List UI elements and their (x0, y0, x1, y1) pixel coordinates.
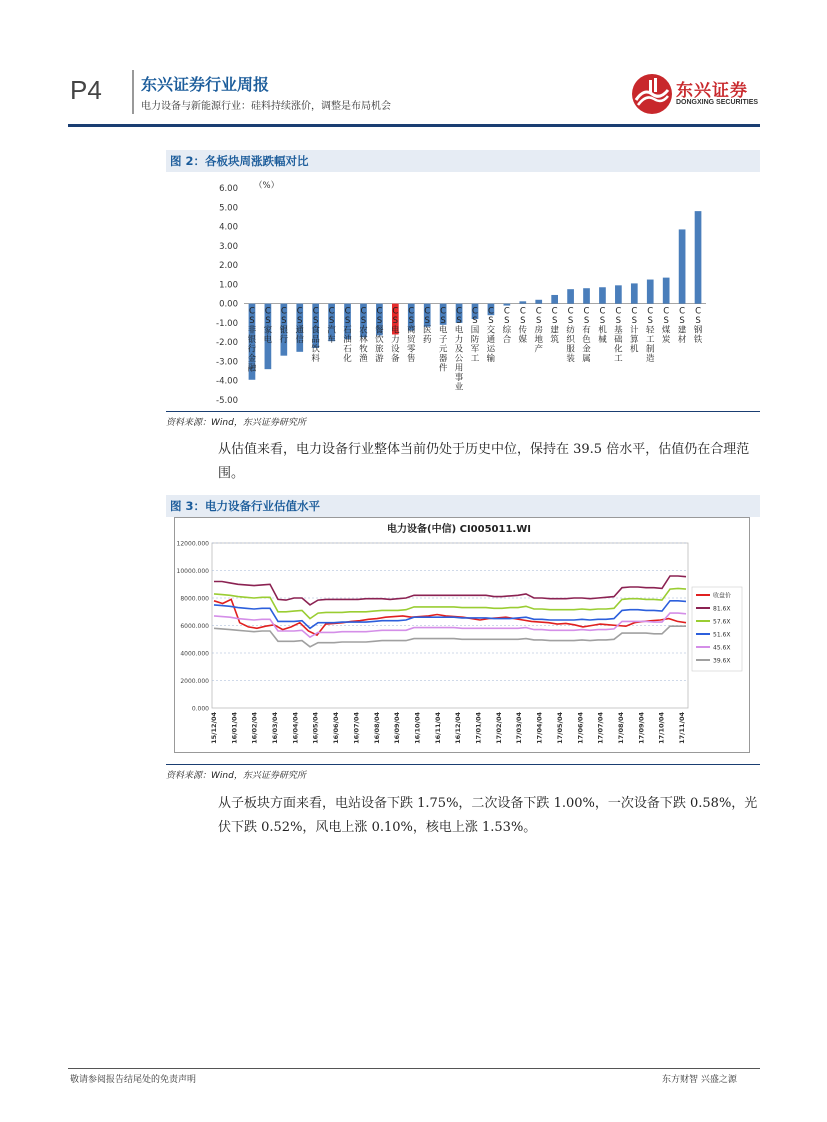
dongxing-logo-icon (630, 72, 674, 116)
bar-category-label: C S 房地产 (534, 306, 543, 355)
fig3-source: 资料来源：Wind，东兴证券研究所 (166, 771, 306, 781)
bar-category-label: C S 轻工制造 (645, 306, 655, 365)
line-x-tick-label: 17/07/04 (596, 712, 605, 744)
line-x-tick-label: 17/10/04 (657, 712, 666, 744)
line-x-tick-label: 17/02/04 (494, 712, 503, 744)
bar-category-label: C S 建筑 (550, 306, 559, 346)
line-y-tick-label: 6000.000 (180, 623, 209, 630)
bar-category-label: C S 煤炭 (661, 306, 671, 346)
legend-label-1: 81.6X (713, 605, 731, 613)
bar-22 (599, 287, 606, 303)
line-y-tick-label: 12000.000 (176, 540, 209, 548)
bar-28 (695, 211, 702, 304)
bar-17 (519, 301, 526, 303)
line-y-tick-label: 0.000 (191, 705, 209, 713)
bar-20 (567, 289, 574, 303)
bar-category-label: C S 汽车 (327, 306, 336, 346)
bar-category-label: C S 电力及公用事业 (454, 306, 464, 393)
bar-y-tick-label: -2.00 (216, 338, 238, 349)
legend-label-3: 51.6X (713, 631, 731, 639)
bar-26 (663, 278, 670, 304)
line-x-tick-label: 17/06/04 (576, 712, 585, 744)
line-x-tick-label: 16/02/04 (250, 712, 259, 744)
sub-sector-paragraph: 从子板块方面来看，电站设备下跌 1.75%，二次设备下跌 1.00%，一次设备下跌 0.58%，光伏下跌 0.52%，风电上涨 0.10%，核电上涨 1.53%。 (218, 796, 758, 835)
line-x-tick-label: 16/04/04 (291, 712, 300, 744)
bar-category-label: C S 通信 (295, 306, 305, 346)
bar-category-label: C S 计算机 (630, 306, 639, 355)
bar-category-label: C S 石油石化 (343, 306, 352, 365)
logo-text-cn: 东兴证券 (676, 81, 748, 101)
line-x-tick-label: 16/06/04 (332, 712, 341, 744)
line-x-tick-label: 16/05/04 (311, 712, 320, 744)
footer-slogan: 东方财智 兴盛之源 (662, 1075, 737, 1085)
bar-y-tick-label: 6.00 (219, 184, 238, 194)
line-x-tick-label: 16/10/04 (413, 712, 422, 744)
line-y-tick-label: 8000.000 (180, 595, 209, 603)
page-number: P4 (70, 75, 102, 105)
bar-y-tick-label: -5.00 (216, 396, 238, 406)
bar-category-label: C S 综合 (502, 306, 512, 346)
bar-category-label: C S 农林牧渔 (359, 306, 368, 365)
logo-text-en: DONGXING SECURITIES (676, 99, 759, 106)
header-divider (132, 70, 134, 114)
legend-label-5: 39.6X (713, 657, 731, 665)
bar-category-label: C S 有色金属 (582, 306, 591, 365)
bar-27 (679, 229, 686, 303)
header-rule (68, 124, 760, 127)
bar-19 (551, 295, 558, 304)
valuation-band-line-chart (174, 517, 750, 753)
bar-category-label: C S 非银行金融 (247, 306, 257, 374)
bar-category-label: C S 钢铁 (693, 306, 703, 346)
bar-category-label: C S 商贸零售 (407, 306, 416, 365)
line-x-tick-label: 16/01/04 (230, 712, 239, 744)
bar-category-label: C S 传媒 (518, 306, 528, 346)
footer-rule (68, 1068, 760, 1069)
line-x-tick-label: 16/09/04 (393, 712, 402, 744)
bar-category-label: C S 纺织服装 (566, 306, 575, 365)
line-x-tick-label: 17/09/04 (637, 712, 646, 744)
bar-y-tick-label: 3.00 (219, 241, 238, 252)
bar-category-label: C S 电力设备 (391, 306, 400, 365)
line-x-tick-label: 17/05/04 (555, 712, 564, 744)
bar-unit-label: （%） (254, 181, 280, 191)
fig3-source-rule (166, 764, 760, 765)
line-x-tick-label: 16/12/04 (454, 712, 463, 744)
bar-y-tick-label: 1.00 (219, 280, 238, 291)
line-x-tick-label: 17/11/04 (678, 712, 686, 744)
fig2-source: 资料来源：Wind，东兴证券研究所 (166, 418, 306, 428)
bar-16 (504, 304, 511, 306)
bar-y-tick-label: 4.00 (219, 222, 238, 233)
bar-category-label: C S 银行 (279, 306, 289, 346)
bar-y-tick-label: 2.00 (219, 261, 238, 272)
line-x-tick-label: 16/08/04 (372, 712, 381, 744)
sector-return-bar-chart (166, 174, 760, 410)
bar-y-tick-label: 5.00 (219, 203, 238, 214)
line-x-tick-label: 16/03/04 (271, 712, 280, 744)
legend-label-2: 57.6X (713, 618, 731, 626)
line-y-tick-label: 10000.000 (176, 568, 209, 575)
bar-23 (615, 285, 622, 303)
fig3-title: 图 3：电力设备行业估值水平 (170, 499, 321, 513)
bar-category-label: C S 国防军工 (470, 306, 480, 365)
fig2-source-rule (166, 411, 760, 412)
bar-21 (583, 288, 590, 303)
fig2-title: 图 2：各板块周涨跌幅对比 (170, 154, 309, 168)
bar-category-label: C S 餐饮旅游 (375, 306, 384, 365)
report-title: 东兴证券行业周报 (141, 75, 270, 94)
bar-category-label: C S 电子元器件 (438, 306, 448, 374)
line-x-tick-label: 16/11/04 (433, 712, 442, 744)
bar-y-tick-label: -4.00 (216, 376, 238, 387)
bar-25 (647, 280, 654, 304)
legend-label-4: 45.6X (713, 644, 731, 652)
fig3-title-bar (166, 495, 760, 517)
bar-24 (631, 283, 638, 303)
line-y-tick-label: 2000.000 (180, 678, 209, 685)
fig2-title-bar (166, 150, 760, 172)
bar-y-tick-label: -3.00 (216, 357, 238, 368)
valuation-paragraph: 从估值来看，电力设备行业整体当前仍处于历史中位，保持在 39.5 倍水平，估值仍在合理范围。 (218, 442, 750, 481)
bar-y-tick-label: 0.00 (219, 299, 238, 310)
bar-category-label: C S 医药 (422, 306, 432, 346)
line-x-tick-label: 17/01/04 (474, 712, 483, 744)
report-subtitle: 电力设备与新能源行业：硅料持续涨价，调整是布局机会 (141, 101, 391, 112)
bar-category-label: C S 基础化工 (614, 306, 623, 365)
bar-18 (535, 300, 542, 304)
footer-disclaimer: 敬请参阅报告结尾处的免责声明 (70, 1075, 197, 1085)
bar-category-label: C S 家电 (263, 306, 273, 346)
legend-label-0: 收盘价 (713, 592, 732, 600)
line-x-tick-label: 17/03/04 (515, 712, 524, 744)
bar-category-label: C S 交通运输 (486, 306, 496, 365)
bar-category-label: C S 建材 (677, 306, 687, 346)
bar-category-label: C S 机械 (598, 306, 607, 346)
line-x-tick-label: 16/07/04 (352, 712, 361, 744)
line-x-tick-label: 15/12/04 (210, 712, 218, 744)
line-x-tick-label: 17/08/04 (616, 712, 625, 744)
line-chart-title: 电力设备(中信) CI005011.WI (387, 524, 531, 535)
line-x-tick-label: 17/04/04 (535, 712, 544, 744)
bar-category-label: C S 食品饮料 (311, 306, 320, 365)
line-y-tick-label: 4000.000 (180, 650, 209, 658)
bar-y-tick-label: -1.00 (216, 318, 238, 329)
